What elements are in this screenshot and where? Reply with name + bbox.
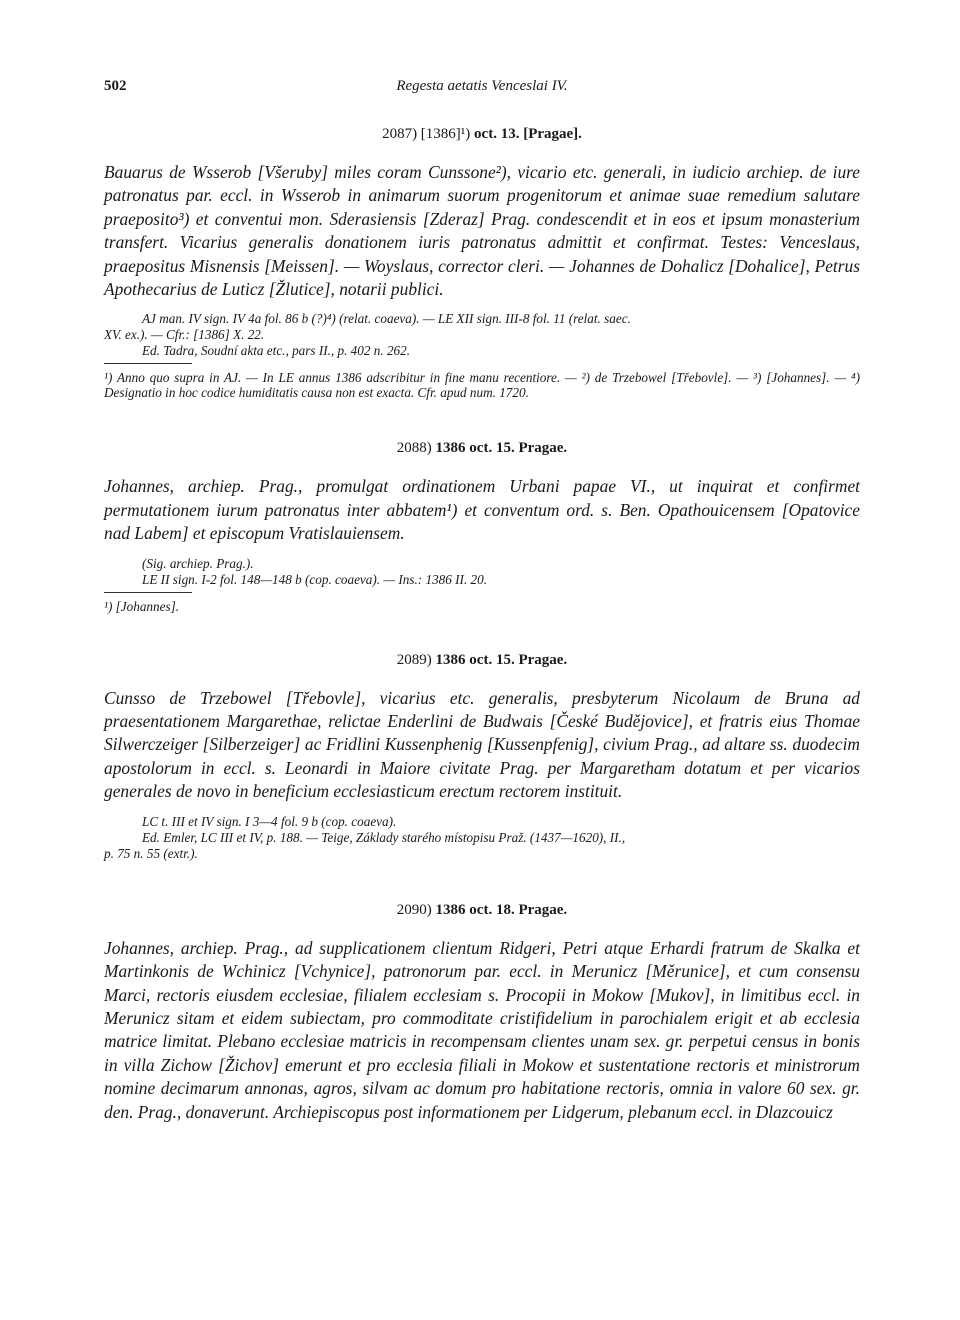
entry-heading xyxy=(104,126,860,143)
source-line: AJ man. IV sign. IV 4a fol. 86 b (?)⁴) (relat. coaeva). — LE XII sign. III-8 fol. 11 (relat. saec. xyxy=(142,311,631,327)
entry-date: 1386 oct. 15. Pragae. xyxy=(435,440,568,457)
entry-body: Johannes, archiep. Prag., promulgat ordinationem Urbani papae VI., ut inquirat et confirmet permutationem iurum patronatus inter abbatem¹) et conventum ord. s. Ben. Opathouicensem [Opatovice nad Labem] et episcopum Vratislauiensem. xyxy=(104,476,860,544)
source-line: Ed. Emler, LC III et IV, p. 188. — Teige, Základy starého místopisu Praž. (1437—1620), II., xyxy=(142,829,626,845)
footnotes: ¹) [Johannes]. xyxy=(104,598,180,614)
footnotes: ¹) Anno quo supra in AJ. — In LE annus 1386 adscribitur in fine manu recentiore. — ²) de Trzebowel [Třebovle]. — ³) [Johannes]. — ⁴) Designatio in hoc codice humiditatis causa non est exacta. Cfr. apud num. 1720. xyxy=(104,370,860,401)
entry-date: 1386 oct. 18. Pragae. xyxy=(435,901,568,918)
running-title: Regesta aetatis Venceslai IV. xyxy=(396,78,568,94)
entry-date: 1386 oct. 15. Pragae. xyxy=(435,651,568,668)
entry-number: 2087) [1386]¹) xyxy=(382,126,471,142)
entry-number: 2088) xyxy=(396,440,432,457)
entry-number: 2090) xyxy=(396,901,432,918)
entry-number: 2089) xyxy=(396,651,432,668)
source-line: p. 75 n. 55 (extr.). xyxy=(104,845,198,861)
entry-sources xyxy=(104,311,860,359)
footnote-rule xyxy=(104,592,192,593)
source-line: (Sig. archiep. Prag.). xyxy=(142,555,254,571)
footnote-rule xyxy=(104,363,192,364)
entry-heading xyxy=(104,902,860,919)
entry-2088 xyxy=(104,440,860,613)
entry-body: Bauarus de Wsserob [Všeruby] miles coram Cunssone²), vicario etc. generali, in iudicio archiep. de iure patronatus par. eccl. in Wsserob in animarum suorum progenitorum et animae suae remedium salutare praeposito³) et conventui mon. Sderasiensis [Zderaz] Prag. condescendit et in eos et ipsum monasterium transfert. Vicarius generalis donationem iuris patronatus admittit et confirmat. Testes: Venceslaus, praepositus Misnensis [Meissen]. — Woyslaus, corrector cleri. — Johannes de Dohalicz [Dohalice], Petrus Apothecarius de Luticz [Žlutice], notarii publici. xyxy=(104,162,860,300)
entry-heading xyxy=(104,440,860,457)
entry-body: Johannes, archiep. Prag., ad supplicationem clientum Ridgeri, Petri atque Erhardi fratrum de Skalka et Martinkonis de Wchinicz [Vchynice], patronorum par. eccl. in Merunicz [Měrunice], et cum consensu Marci, rectoris eiusdem ecclesiae, filialem ecclesiam s. Procopii in Mokow [Mukov], in limitibus eccl. in Merunicz sitam et eidem subiectam, pro commoditate cristifidelium in parochialem erigit et ab ecclesia matrice limitat. Plebano ecclesiae matricis in recompensam clientes unam sex. gr. perpetui census in bonis in villa Zichow [Žichov] emerunt et pro ecclesia filiali in Mokow et sustentatione rectoris et ministrorum nomine decimarum annonas, agros, silvam ac domum pro habitatione rectoris, omnia in valore 60 sex. gr. den. Prag., donaverunt. Archiepiscopus post informationem per Lidgerum, plebanum eccl. in Dlazcouicz xyxy=(104,937,860,1122)
document-page xyxy=(104,78,860,1124)
entry-sources xyxy=(104,814,860,862)
entry-body: Cunsso de Trzebowel [Třebovle], vicarius etc. generalis, presbyterum Nicolaum de Bruna ad praesentationem Margarethae, relictae Enderlini de Budwais [České Budějovice], et fratris eius Thomae Silwerczeiger [Silberzeiger] ac Fridlini Kussenphenig [Kussenpfenig], civium Prag., ad altare ss. duodecim apostolorum in eccl. s. Leonardi in Maiore civitate Prag. per Margaretham dotatum et per vicarios generales de novo in beneficium ecclesiasticum erectum rectorem instituit. xyxy=(104,687,860,802)
source-line: LE II sign. I-2 fol. 148—148 b (cop. coaeva). — Ins.: 1386 II. 20. xyxy=(142,571,488,587)
entry-sources xyxy=(104,556,860,588)
entry-2090 xyxy=(104,902,860,1124)
entry-heading xyxy=(104,652,860,669)
source-line: Ed. Tadra, Soudní akta etc., pars II., p. 402 n. 262. xyxy=(142,343,411,359)
entry-date: oct. 13. [Pragae]. xyxy=(474,126,582,142)
page-number: 502 xyxy=(104,78,127,94)
entry-2087 xyxy=(104,126,860,400)
running-head xyxy=(104,78,860,102)
entry-2089 xyxy=(104,652,860,862)
source-line: LC t. III et IV sign. I 3—4 fol. 9 b (cop. coaeva). xyxy=(142,813,397,829)
source-line: XV. ex.). — Cfr.: [1386] X. 22. xyxy=(104,327,265,343)
